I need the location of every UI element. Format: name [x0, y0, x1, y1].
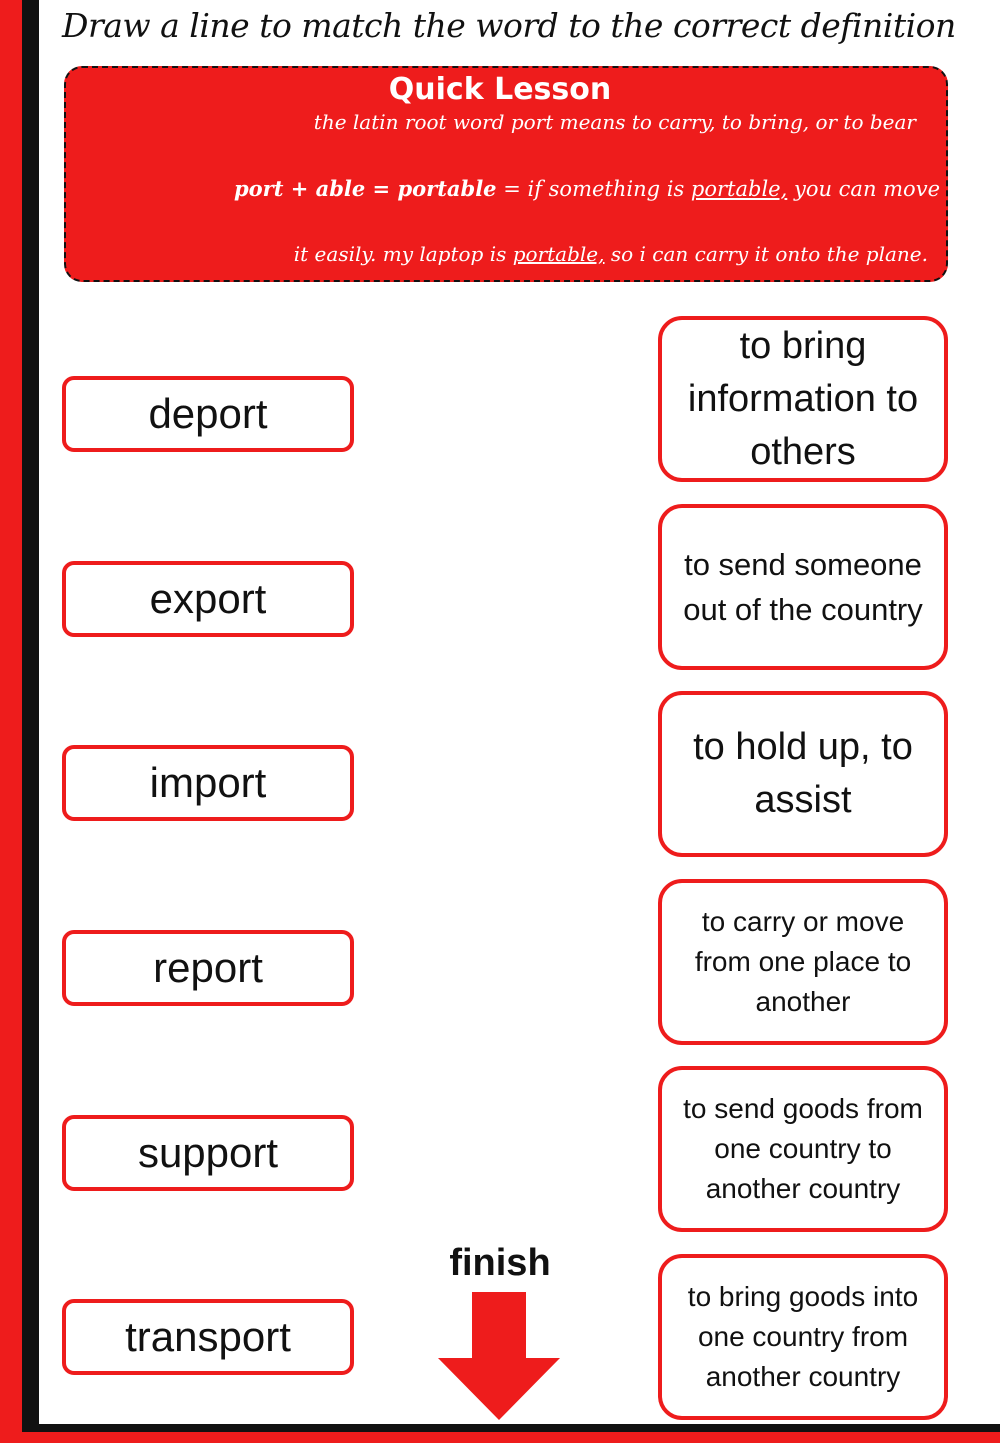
lesson-line-3-end: so i can carry it onto the plane.	[604, 242, 928, 266]
lesson-formula: port + able = portable	[233, 176, 497, 201]
finish-label: finish	[449, 1242, 551, 1284]
word-box-support[interactable]: support	[62, 1115, 354, 1191]
lesson-line-3	[294, 242, 928, 266]
definition-box-3[interactable]	[658, 691, 948, 857]
definition-text-2: to send someone out of the country	[683, 547, 923, 627]
arrow-down-icon	[434, 1292, 564, 1422]
definition-box-1[interactable]	[658, 316, 948, 482]
definition-text-6: to bring goods into one country from another country	[687, 1281, 919, 1392]
lesson-line-2-end: you can move	[787, 177, 940, 201]
word-box-export[interactable]: export	[62, 561, 354, 637]
definition-text-1: to bring information to others	[687, 324, 919, 473]
lesson-line-2-mid: = if something is	[496, 177, 691, 201]
word-box-transport[interactable]: transport	[62, 1299, 354, 1375]
quick-lesson-panel	[64, 66, 948, 282]
lesson-line-2-word: portable,	[690, 177, 788, 201]
definition-box-6[interactable]	[658, 1254, 948, 1420]
definition-text-5: to send goods from one country to another country	[683, 1093, 923, 1204]
sheet-border-line	[27, 0, 30, 1430]
definition-box-2[interactable]	[658, 504, 948, 670]
definition-box-4[interactable]	[658, 879, 948, 1045]
lesson-line-1: the latin root word port means to carry, to bring, or to bear	[313, 110, 916, 134]
instruction-heading: Draw a line to match the word to the correct definition	[62, 6, 956, 45]
word-box-report[interactable]: report	[62, 930, 354, 1006]
definition-text-4: to carry or move from one place to another	[694, 906, 912, 1017]
lesson-line-2	[234, 176, 940, 201]
lesson-line-3-word: portable,	[512, 242, 605, 266]
definition-box-5[interactable]	[658, 1066, 948, 1232]
word-box-import[interactable]: import	[62, 745, 354, 821]
quick-lesson-title: Quick Lesson	[388, 72, 612, 107]
word-box-deport[interactable]: deport	[62, 376, 354, 452]
lesson-line-3-start: it easily. my laptop is	[293, 242, 513, 266]
definition-text-3: to hold up, to assist	[693, 726, 913, 821]
